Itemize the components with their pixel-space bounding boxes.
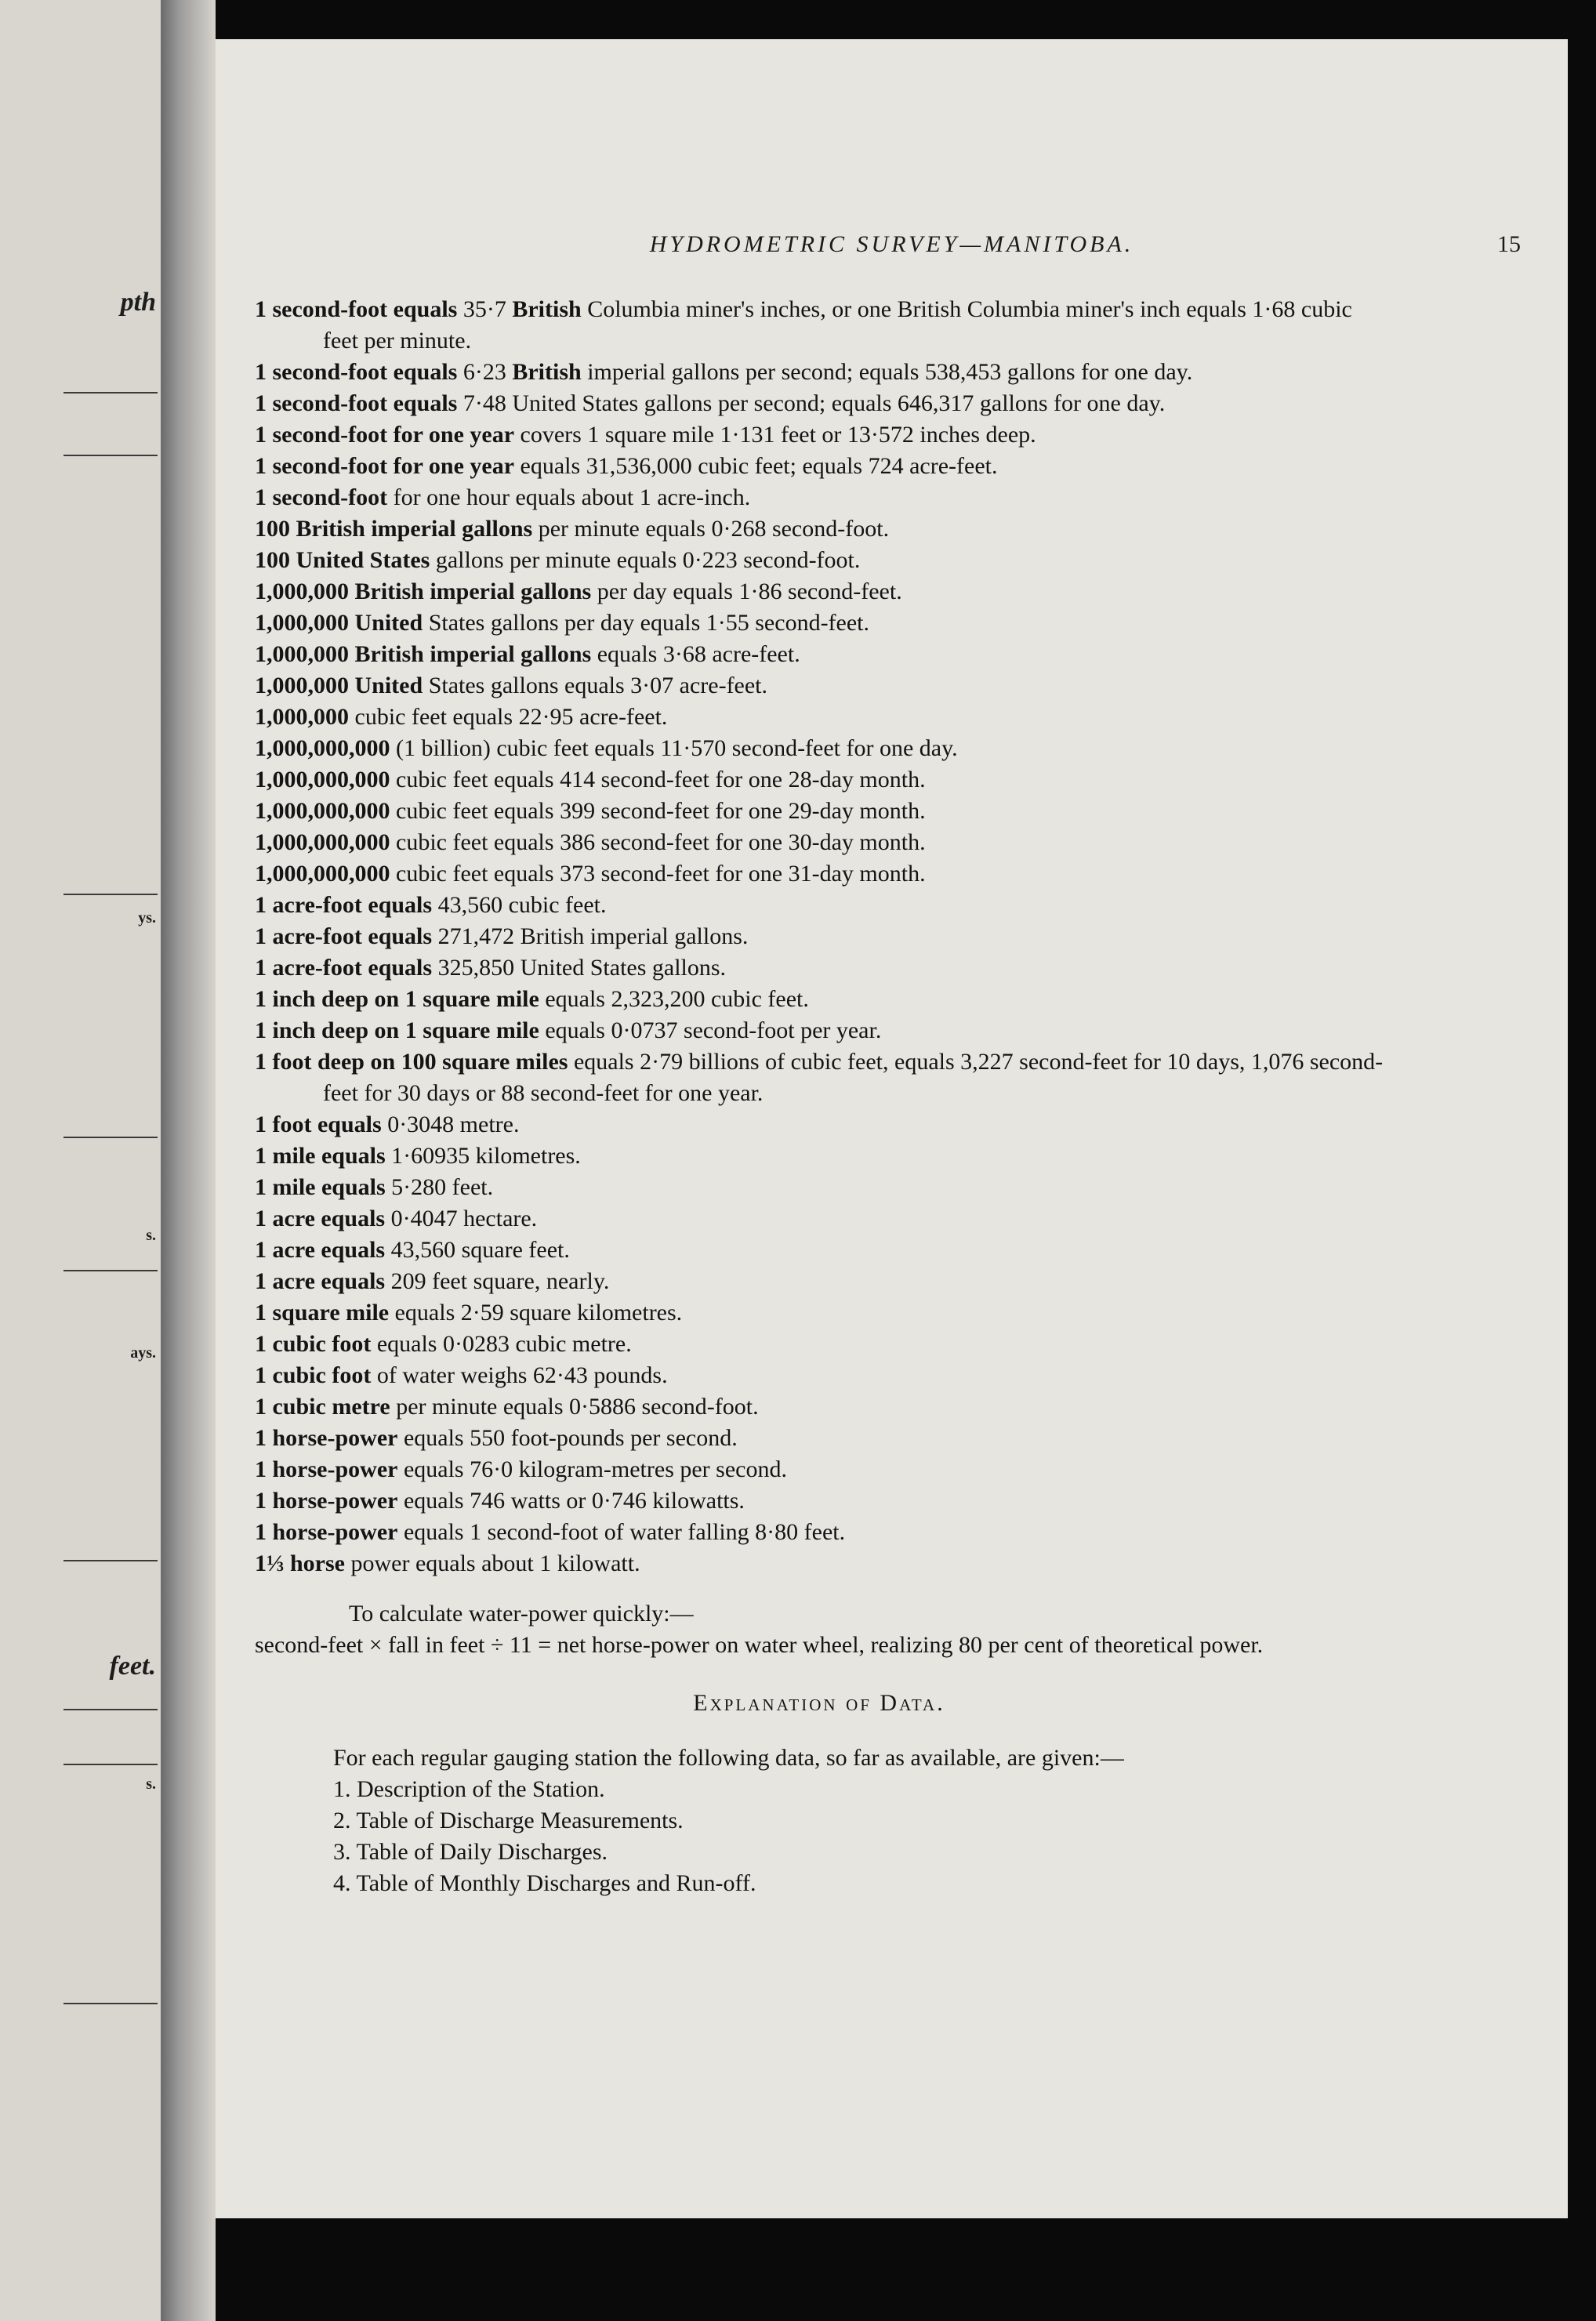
conversion-text: equals 0·0283 cubic metre. xyxy=(371,1331,632,1357)
conversion-line xyxy=(255,921,1384,952)
conversion-text: power equals about 1 kilowatt. xyxy=(345,1550,640,1576)
conversion-line xyxy=(255,357,1384,388)
conversion-line xyxy=(255,1266,1384,1297)
left-fragment-text: ays. xyxy=(130,1344,156,1362)
conversion-line xyxy=(255,545,1384,576)
conversion-line xyxy=(255,639,1384,670)
conversion-line xyxy=(255,1203,1384,1235)
conversion-text: 1,000,000 xyxy=(255,704,349,730)
conversion-line xyxy=(255,858,1384,890)
conversion-line xyxy=(255,1360,1384,1391)
conversion-text: 1 foot deep on 100 square miles xyxy=(255,1049,568,1075)
conversion-text: 1 acre equals xyxy=(255,1206,386,1231)
conversion-text: cubic feet equals 399 second-feet for one 29-day month. xyxy=(390,798,926,824)
conversion-text: 1⅓ horse xyxy=(255,1550,345,1576)
left-page-fragment xyxy=(0,0,161,2321)
divider xyxy=(63,455,158,456)
conversion-line xyxy=(255,1454,1384,1485)
conversion-line xyxy=(255,1235,1384,1266)
conversion-line xyxy=(255,1329,1384,1360)
conversion-text: 1,000,000 United xyxy=(255,673,423,698)
conversion-line xyxy=(255,670,1384,702)
water-power-formula: second-feet × fall in feet ÷ 11 = net horse-power on water wheel, realizing 80 per cent of theoretical power. xyxy=(255,1632,1264,1658)
conversion-text: cubic feet equals 22·95 acre-feet. xyxy=(349,704,668,730)
conversion-text: Columbia miner's inches, or one British Columbia miner's inch equals 1·68 cubic feet per minute. xyxy=(323,296,1352,354)
conversion-line xyxy=(255,1423,1384,1454)
conversion-text: equals 1 second-foot of water falling 8·80 feet. xyxy=(397,1519,846,1545)
conversion-text: equals 550 foot-pounds per second. xyxy=(397,1425,738,1451)
conversion-line xyxy=(255,796,1384,827)
conversion-text: 1,000,000,000 xyxy=(255,829,390,855)
conversion-text: 1 second-foot equals xyxy=(255,296,458,322)
conversion-text: covers 1 square mile 1·131 feet or 13·572 inches deep. xyxy=(514,422,1036,448)
conversion-text: 1 horse-power xyxy=(255,1519,398,1545)
left-fragment-text: ys. xyxy=(138,909,156,927)
conversion-text: British xyxy=(512,296,582,322)
conversion-line xyxy=(255,576,1384,607)
conversion-text: 1 horse-power xyxy=(255,1456,398,1482)
conversion-text: cubic feet equals 414 second-feet for one 28-day month. xyxy=(390,767,926,792)
conversion-text: per day equals 1·86 second-feet. xyxy=(591,578,902,604)
conversion-line xyxy=(255,419,1384,451)
conversion-line xyxy=(255,1172,1384,1203)
left-fragment-text: s. xyxy=(146,1775,156,1793)
conversion-text: equals 746 watts or 0·746 kilowatts. xyxy=(397,1488,745,1514)
conversion-text: 1,000,000,000 xyxy=(255,798,390,824)
conversion-text: 7·48 xyxy=(457,390,513,416)
divider xyxy=(63,1560,158,1561)
conversion-text: 1 cubic foot xyxy=(255,1331,372,1357)
left-fragment-text: feet. xyxy=(109,1652,156,1681)
conversion-text: 35·7 xyxy=(457,296,513,322)
conversion-text: 1,000,000 United xyxy=(255,610,423,636)
list-item: 1. Description of the Station. xyxy=(333,1776,605,1802)
conversion-text: cubic feet equals 373 second-feet for one 31-day month. xyxy=(390,861,926,887)
conversion-text: 271,472 British imperial gallons. xyxy=(432,923,749,949)
conversion-text: 6·23 xyxy=(457,359,513,385)
conversion-text: 1,000,000 British imperial gallons xyxy=(255,641,592,667)
conversion-text: 1 foot equals xyxy=(255,1112,382,1137)
conversion-text: equals 2·79 billions of cubic feet, equals 3,227 second-feet for 10 days, 1,076 second-feet for 30 days or 88 second-feet for one year. xyxy=(323,1049,1384,1106)
conversion-line xyxy=(255,702,1384,733)
divider xyxy=(63,2003,158,2004)
conversion-line xyxy=(255,890,1384,921)
conversion-text: 1 horse-power xyxy=(255,1488,398,1514)
conversion-line xyxy=(255,764,1384,796)
conversion-line xyxy=(255,1485,1384,1517)
conversion-line xyxy=(255,733,1384,764)
conversion-text: 5·280 feet. xyxy=(385,1174,494,1200)
conversion-line xyxy=(255,482,1384,513)
page-body xyxy=(255,294,1384,1899)
conversion-text: per minute equals 0·5886 second-foot. xyxy=(390,1394,759,1420)
conversion-text: 1 acre-foot equals xyxy=(255,892,433,918)
conversion-line xyxy=(255,1517,1384,1548)
conversion-text: 209 feet square, nearly. xyxy=(385,1268,610,1294)
conversion-text: 1 cubic foot xyxy=(255,1362,372,1388)
conversion-text: per minute equals 0·268 second-foot. xyxy=(532,516,890,542)
list-item: 3. Table of Daily Discharges. xyxy=(333,1839,608,1865)
conversion-text: 1 second-foot for one year xyxy=(255,422,515,448)
conversion-text: 43,560 square feet. xyxy=(385,1237,570,1263)
conversion-text: 100 British imperial gallons xyxy=(255,516,533,542)
list-item: 2. Table of Discharge Measurements. xyxy=(333,1808,684,1833)
divider xyxy=(63,1270,158,1271)
conversion-text: 1 mile equals xyxy=(255,1174,386,1200)
conversion-text: 1,000,000,000 xyxy=(255,767,390,792)
conversion-text: equals 76·0 kilogram-metres per second. xyxy=(397,1456,787,1482)
conversion-text: British xyxy=(512,359,582,385)
conversion-text: 1 second-foot for one year xyxy=(255,453,515,479)
conversion-text: of water weighs 62·43 pounds. xyxy=(371,1362,668,1388)
conversion-line xyxy=(255,1046,1384,1109)
conversion-list xyxy=(255,294,1384,1579)
running-head: HYDROMETRIC SURVEY—MANITOBA. xyxy=(649,231,1134,257)
list-item: 4. Table of Monthly Discharges and Run-off. xyxy=(333,1870,756,1896)
conversion-text: equals 0·0737 second-foot per year. xyxy=(539,1017,882,1043)
conversion-text: 0·3048 metre. xyxy=(381,1112,520,1137)
conversion-text: gallons per minute equals 0·223 second-foot. xyxy=(430,547,861,573)
conversion-text: equals 2·59 square kilometres. xyxy=(389,1300,683,1326)
conversion-text: 1 acre equals xyxy=(255,1237,386,1263)
conversion-line xyxy=(255,952,1384,984)
conversion-text: imperial gallons per second; equals 538,453 gallons for one day. xyxy=(581,359,1193,385)
left-fragment-text: pth xyxy=(120,288,156,317)
conversion-text: equals 31,536,000 cubic feet; equals 724 acre-feet. xyxy=(514,453,998,479)
conversion-line xyxy=(255,388,1384,419)
conversion-text: 1 acre equals xyxy=(255,1268,386,1294)
document-page xyxy=(216,39,1568,2218)
conversion-line xyxy=(255,607,1384,639)
conversion-text: 1,000,000,000 xyxy=(255,735,390,761)
divider xyxy=(63,894,158,895)
divider xyxy=(63,1709,158,1710)
book-gutter xyxy=(161,0,216,2321)
section-title: Explanation of Data. xyxy=(693,1690,945,1716)
divider xyxy=(63,1764,158,1765)
explanation-intro: For each regular gauging station the following data, so far as available, are given:— xyxy=(333,1745,1124,1771)
conversion-text: 1,000,000 British imperial gallons xyxy=(255,578,592,604)
conversion-text: 100 United States xyxy=(255,547,430,573)
water-power-lead: To calculate water-power quickly:— xyxy=(349,1601,694,1627)
conversion-text: 1 acre-foot equals xyxy=(255,955,433,981)
conversion-text: 1 second-foot equals xyxy=(255,390,458,416)
conversion-text: United States gallons per second; equals 646,317 gallons for one day. xyxy=(512,390,1166,416)
conversion-text: 43,560 cubic feet. xyxy=(432,892,607,918)
explanation-list xyxy=(255,1774,1384,1899)
conversion-text: 325,850 United States gallons. xyxy=(432,955,727,981)
conversion-text: 1 acre-foot equals xyxy=(255,923,433,949)
page-number: 15 xyxy=(1497,231,1521,257)
conversion-text: 1 cubic metre xyxy=(255,1394,390,1420)
conversion-line xyxy=(255,1141,1384,1172)
conversion-text: 1 second-foot equals xyxy=(255,359,458,385)
conversion-text: 1 second-foot xyxy=(255,484,388,510)
conversion-text: 1 horse-power xyxy=(255,1425,398,1451)
conversion-line xyxy=(255,513,1384,545)
page-header xyxy=(216,231,1568,278)
left-fragment-text: s. xyxy=(146,1227,156,1244)
conversion-text: 0·4047 hectare. xyxy=(385,1206,538,1231)
conversion-line xyxy=(255,827,1384,858)
conversion-text: States gallons equals 3·07 acre-feet. xyxy=(423,673,768,698)
divider xyxy=(63,1137,158,1138)
conversion-text: 1,000,000,000 xyxy=(255,861,390,887)
conversion-line xyxy=(255,294,1384,357)
conversion-text: equals 2,323,200 cubic feet. xyxy=(539,986,809,1012)
conversion-line xyxy=(255,1548,1384,1579)
divider xyxy=(63,392,158,393)
conversion-text: for one hour equals about 1 acre-inch. xyxy=(387,484,751,510)
conversion-line xyxy=(255,1109,1384,1141)
conversion-text: 1 inch deep on 1 square mile xyxy=(255,1017,539,1043)
conversion-text: States gallons per day equals 1·55 second-feet. xyxy=(423,610,870,636)
conversion-text: 1 inch deep on 1 square mile xyxy=(255,986,539,1012)
conversion-text: 1·60935 kilometres. xyxy=(385,1143,581,1169)
conversion-line xyxy=(255,1391,1384,1423)
conversion-line xyxy=(255,1015,1384,1046)
conversion-line xyxy=(255,451,1384,482)
conversion-text: (1 billion) cubic feet equals 11·570 second-feet for one day. xyxy=(390,735,958,761)
conversion-text: equals 3·68 acre-feet. xyxy=(591,641,800,667)
conversion-text: 1 square mile xyxy=(255,1300,390,1326)
conversion-line xyxy=(255,984,1384,1015)
conversion-text: cubic feet equals 386 second-feet for one 30-day month. xyxy=(390,829,926,855)
conversion-line xyxy=(255,1297,1384,1329)
conversion-text: 1 mile equals xyxy=(255,1143,386,1169)
